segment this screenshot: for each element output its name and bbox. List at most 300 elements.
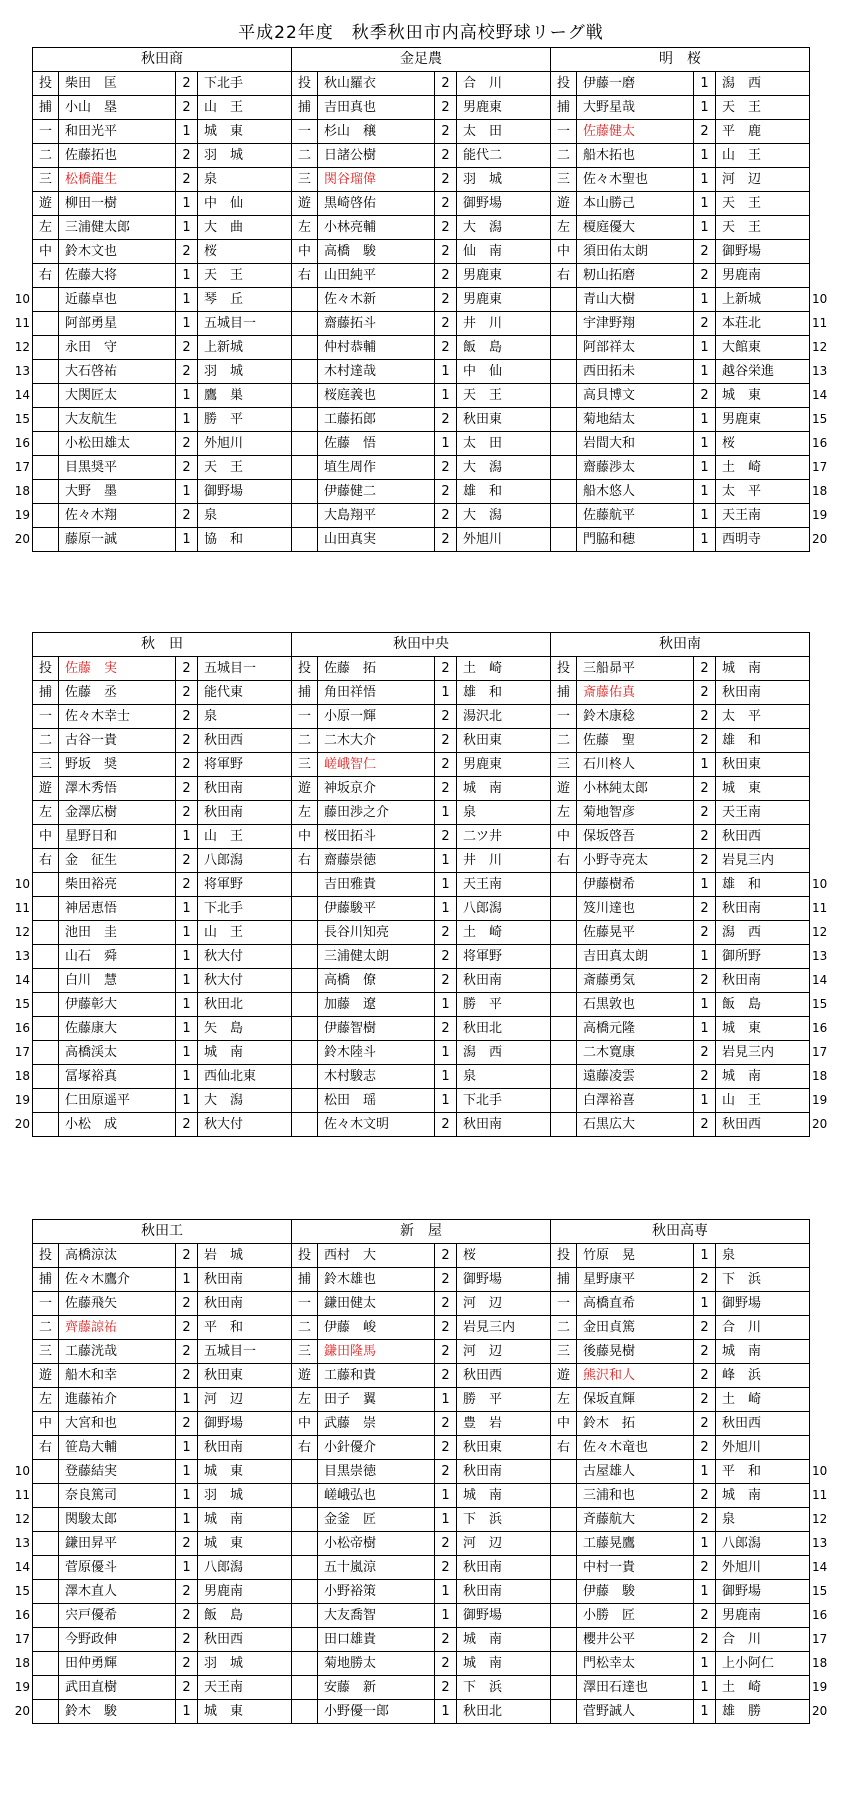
grade-cell: 2 [435, 1364, 457, 1388]
grade-cell: 1 [176, 1556, 198, 1580]
player-name-cell: 伊藤健二 [318, 480, 435, 504]
position-cell: 三 [292, 753, 318, 777]
player-name-cell: 小松 成 [59, 1113, 176, 1137]
table-row [33, 504, 810, 528]
player-name-cell: 安藤 新 [318, 1676, 435, 1700]
position-cell [551, 312, 577, 336]
grade-cell: 1 [435, 897, 457, 921]
middle-school-cell: 天王南 [198, 1676, 292, 1700]
grade-cell: 2 [435, 753, 457, 777]
grade-cell: 2 [176, 1292, 198, 1316]
position-cell: 二 [33, 144, 59, 168]
table-row [33, 1532, 810, 1556]
table-row [33, 168, 810, 192]
grade-cell: 1 [176, 192, 198, 216]
middle-school-cell: 合 川 [716, 1628, 810, 1652]
position-cell [292, 1604, 318, 1628]
middle-school-cell: 男鹿東 [457, 96, 551, 120]
grade-cell: 1 [694, 1580, 716, 1604]
grade-cell: 1 [694, 72, 716, 96]
player-name-cell: 佐藤康大 [59, 1017, 176, 1041]
middle-school-cell: 鷹 巣 [198, 384, 292, 408]
table-row [33, 1316, 810, 1340]
player-name-cell: 斎藤佑真 [577, 681, 694, 705]
table-row [33, 1388, 810, 1412]
player-name-cell: 佐藤 実 [59, 657, 176, 681]
row-number: 19 [812, 508, 828, 522]
player-name-cell: 熊沢和人 [577, 1364, 694, 1388]
middle-school-cell: 秋田西 [716, 1113, 810, 1137]
team-name: 金足農 [292, 48, 551, 72]
grade-cell: 2 [435, 408, 457, 432]
position-cell [33, 1628, 59, 1652]
grade-cell: 1 [176, 480, 198, 504]
player-name-cell: 高橋 僚 [318, 969, 435, 993]
row-number: 18 [14, 484, 30, 498]
player-name-cell: 三浦健太朗 [318, 945, 435, 969]
grade-cell: 2 [435, 240, 457, 264]
player-name-cell: 須田佑太朗 [577, 240, 694, 264]
player-name-cell: 吉田雅貴 [318, 873, 435, 897]
table-row [33, 1041, 810, 1065]
middle-school-cell: 城 南 [716, 1340, 810, 1364]
grade-cell: 2 [176, 801, 198, 825]
player-name-cell: 高貝博文 [577, 384, 694, 408]
team-name: 新 屋 [292, 1220, 551, 1244]
position-cell [551, 945, 577, 969]
grade-cell: 2 [694, 1628, 716, 1652]
row-number: 18 [14, 1656, 30, 1670]
grade-cell: 1 [176, 921, 198, 945]
middle-school-cell: 御野場 [457, 192, 551, 216]
middle-school-cell: 外旭川 [716, 1556, 810, 1580]
row-number: 15 [812, 412, 828, 426]
grade-cell: 2 [435, 729, 457, 753]
player-name-cell: 山田純平 [318, 264, 435, 288]
grade-cell: 1 [435, 1604, 457, 1628]
grade-cell: 1 [694, 1244, 716, 1268]
position-cell [551, 1676, 577, 1700]
position-cell [551, 360, 577, 384]
player-name-cell: 吉田真也 [318, 96, 435, 120]
table-row [33, 528, 810, 552]
position-cell [551, 288, 577, 312]
position-cell: 投 [551, 1244, 577, 1268]
player-name-cell: 西村 大 [318, 1244, 435, 1268]
row-number: 17 [14, 1045, 30, 1059]
row-number: 19 [14, 508, 30, 522]
table-row [33, 240, 810, 264]
position-cell: 左 [292, 801, 318, 825]
player-name-cell: 岩間大和 [577, 432, 694, 456]
table-row [33, 1113, 810, 1137]
position-cell [33, 384, 59, 408]
table-row [33, 1412, 810, 1436]
position-cell: 遊 [292, 777, 318, 801]
position-cell [292, 993, 318, 1017]
middle-school-cell: 湯沢北 [457, 705, 551, 729]
player-name-cell: 永田 守 [59, 336, 176, 360]
player-name-cell: 伊藤 峻 [318, 1316, 435, 1340]
middle-school-cell: 泉 [457, 1065, 551, 1089]
grade-cell: 1 [694, 96, 716, 120]
player-name-cell: 伊藤智樹 [318, 1017, 435, 1041]
position-cell: 遊 [33, 192, 59, 216]
middle-school-cell: 天 王 [716, 216, 810, 240]
player-name-cell: 嵯峨弘也 [318, 1484, 435, 1508]
grade-cell: 2 [176, 777, 198, 801]
player-name-cell: 中村一貴 [577, 1556, 694, 1580]
position-cell [292, 408, 318, 432]
grade-cell: 2 [176, 705, 198, 729]
player-name-cell: 門脇和穂 [577, 528, 694, 552]
grade-cell: 2 [694, 1388, 716, 1412]
middle-school-cell: 秋大付 [198, 945, 292, 969]
grade-cell: 1 [435, 849, 457, 873]
middle-school-cell: 秋大付 [198, 1113, 292, 1137]
middle-school-cell: 御野場 [198, 480, 292, 504]
row-number: 13 [812, 949, 828, 963]
position-cell [292, 1532, 318, 1556]
table-row [33, 705, 810, 729]
grade-cell: 2 [176, 1244, 198, 1268]
grade-cell: 2 [435, 456, 457, 480]
middle-school-cell: 河 辺 [457, 1340, 551, 1364]
player-name-cell: 柳田一樹 [59, 192, 176, 216]
player-name-cell: 佐々木新 [318, 288, 435, 312]
team-name: 秋田工 [33, 1220, 292, 1244]
position-cell [292, 921, 318, 945]
position-cell: 左 [33, 216, 59, 240]
row-number: 18 [812, 1656, 828, 1670]
middle-school-cell: 井 川 [457, 312, 551, 336]
position-cell: 三 [33, 753, 59, 777]
position-cell: 二 [551, 729, 577, 753]
middle-school-cell: 能代東 [198, 681, 292, 705]
position-cell: 遊 [292, 192, 318, 216]
player-name-cell: 二木寛康 [577, 1041, 694, 1065]
player-name-cell: 斉藤航大 [577, 1508, 694, 1532]
grade-cell: 2 [694, 240, 716, 264]
player-name-cell: 西田拓未 [577, 360, 694, 384]
player-name-cell: 二木大介 [318, 729, 435, 753]
position-cell: 右 [33, 1436, 59, 1460]
grade-cell: 2 [694, 969, 716, 993]
grade-cell: 1 [694, 993, 716, 1017]
player-name-cell: 鈴木文也 [59, 240, 176, 264]
grade-cell: 2 [694, 1364, 716, 1388]
middle-school-cell: 男鹿南 [716, 264, 810, 288]
player-name-cell: 鎌田昇平 [59, 1532, 176, 1556]
position-cell: 中 [33, 825, 59, 849]
grade-cell: 2 [435, 288, 457, 312]
grade-cell: 1 [435, 873, 457, 897]
row-number: 11 [812, 316, 828, 330]
grade-cell: 2 [435, 1460, 457, 1484]
middle-school-cell: 城 東 [716, 777, 810, 801]
row-number: 20 [812, 1117, 828, 1131]
team-header-row [33, 1220, 810, 1244]
grade-cell: 2 [176, 753, 198, 777]
grade-cell: 2 [694, 849, 716, 873]
table-row [33, 1652, 810, 1676]
position-cell [551, 1017, 577, 1041]
row-number: 20 [812, 532, 828, 546]
position-cell: 右 [33, 849, 59, 873]
table-row [33, 1676, 810, 1700]
row-number: 15 [812, 1584, 828, 1598]
player-name-cell: 角田祥悟 [318, 681, 435, 705]
grade-cell: 1 [694, 1017, 716, 1041]
position-cell [292, 288, 318, 312]
middle-school-cell: 秋田南 [198, 1268, 292, 1292]
middle-school-cell: 秋田南 [716, 969, 810, 993]
position-cell: 投 [292, 1244, 318, 1268]
player-name-cell: 齋藤崇徳 [318, 849, 435, 873]
grade-cell: 2 [694, 897, 716, 921]
row-number: 13 [14, 949, 30, 963]
position-cell [551, 921, 577, 945]
grade-cell: 1 [435, 360, 457, 384]
player-name-cell: 藤田渉之介 [318, 801, 435, 825]
grade-cell: 1 [694, 1460, 716, 1484]
position-cell: 遊 [551, 1364, 577, 1388]
player-name-cell: 佐藤晃平 [577, 921, 694, 945]
position-cell: 中 [292, 1412, 318, 1436]
table-row [33, 1484, 810, 1508]
middle-school-cell: 羽 城 [457, 168, 551, 192]
table-row [33, 480, 810, 504]
table-row [33, 216, 810, 240]
player-name-cell: 武田直樹 [59, 1676, 176, 1700]
grade-cell: 1 [435, 1484, 457, 1508]
middle-school-cell: 下北手 [457, 1089, 551, 1113]
player-name-cell: 目黒奨平 [59, 456, 176, 480]
middle-school-cell: 泉 [198, 168, 292, 192]
grade-cell: 2 [435, 1292, 457, 1316]
player-name-cell: 齋藤拓斗 [318, 312, 435, 336]
player-name-cell: 古屋雄人 [577, 1460, 694, 1484]
position-cell [551, 993, 577, 1017]
position-cell: 一 [33, 1292, 59, 1316]
middle-school-cell: 男鹿南 [716, 1604, 810, 1628]
player-name-cell: 小松田雄太 [59, 432, 176, 456]
position-cell: 一 [292, 705, 318, 729]
player-name-cell: 近藤卓也 [59, 288, 176, 312]
row-number: 19 [14, 1093, 30, 1107]
position-cell [292, 1089, 318, 1113]
grade-cell: 2 [694, 1268, 716, 1292]
player-name-cell: 藤原一誠 [59, 528, 176, 552]
middle-school-cell: 土 崎 [457, 657, 551, 681]
grade-cell: 1 [694, 408, 716, 432]
middle-school-cell: 潟 西 [457, 1041, 551, 1065]
grade-cell: 2 [694, 1041, 716, 1065]
player-name-cell: 大島翔平 [318, 504, 435, 528]
row-number: 11 [14, 316, 30, 330]
grade-cell: 2 [694, 1484, 716, 1508]
position-cell [551, 1580, 577, 1604]
player-name-cell: 小勝 匠 [577, 1604, 694, 1628]
player-name-cell: 白澤裕喜 [577, 1089, 694, 1113]
position-cell [292, 1676, 318, 1700]
middle-school-cell: 天王南 [457, 873, 551, 897]
middle-school-cell: 城 南 [198, 1508, 292, 1532]
position-cell [551, 1628, 577, 1652]
middle-school-cell: 秋田東 [198, 1364, 292, 1388]
grade-cell: 1 [435, 432, 457, 456]
player-name-cell: 野坂 奨 [59, 753, 176, 777]
table-row [33, 408, 810, 432]
position-cell: 捕 [33, 681, 59, 705]
player-name-cell: 冨塚裕真 [59, 1065, 176, 1089]
grade-cell: 2 [176, 1412, 198, 1436]
middle-school-cell: 羽 城 [198, 1652, 292, 1676]
player-name-cell: 神坂京介 [318, 777, 435, 801]
position-cell: 二 [551, 1316, 577, 1340]
table-row [33, 1556, 810, 1580]
grade-cell: 2 [435, 1532, 457, 1556]
grade-cell: 2 [435, 945, 457, 969]
position-cell: 左 [292, 216, 318, 240]
table-row [33, 1436, 810, 1460]
position-cell: 捕 [551, 96, 577, 120]
player-name-cell: 船木和幸 [59, 1364, 176, 1388]
position-cell: 一 [551, 120, 577, 144]
grade-cell: 2 [176, 96, 198, 120]
position-cell [292, 1628, 318, 1652]
position-cell [292, 1484, 318, 1508]
position-cell [551, 528, 577, 552]
player-name-cell: 関駿太郎 [59, 1508, 176, 1532]
position-cell [551, 1065, 577, 1089]
position-cell [33, 993, 59, 1017]
row-number: 16 [14, 1021, 30, 1035]
row-number: 11 [812, 1488, 828, 1502]
table-row [33, 945, 810, 969]
position-cell: 左 [292, 1388, 318, 1412]
player-name-cell: 星野康平 [577, 1268, 694, 1292]
position-cell [551, 1532, 577, 1556]
player-name-cell: 大石啓祐 [59, 360, 176, 384]
grade-cell: 2 [176, 456, 198, 480]
middle-school-cell: 下北手 [198, 72, 292, 96]
table-row [33, 1460, 810, 1484]
roster-table [32, 1219, 810, 1724]
row-number: 17 [812, 460, 828, 474]
middle-school-cell: 秋田北 [457, 1017, 551, 1041]
middle-school-cell: 秋田南 [198, 1436, 292, 1460]
table-row [33, 873, 810, 897]
row-number: 13 [812, 364, 828, 378]
middle-school-cell: 西仙北東 [198, 1065, 292, 1089]
middle-school-cell: 泉 [198, 504, 292, 528]
grade-cell: 2 [435, 504, 457, 528]
position-cell: 右 [551, 1436, 577, 1460]
position-cell [292, 432, 318, 456]
grade-cell: 1 [435, 1700, 457, 1724]
middle-school-cell: 秋田南 [198, 777, 292, 801]
middle-school-cell: 八郎潟 [198, 849, 292, 873]
grade-cell: 1 [694, 192, 716, 216]
player-name-cell: 三浦和也 [577, 1484, 694, 1508]
middle-school-cell: 越谷栄進 [716, 360, 810, 384]
grade-cell: 2 [694, 705, 716, 729]
player-name-cell: 高橋渓太 [59, 1041, 176, 1065]
grade-cell: 1 [176, 825, 198, 849]
grade-cell: 1 [435, 1065, 457, 1089]
grade-cell: 1 [435, 993, 457, 1017]
middle-school-cell: 八郎潟 [198, 1556, 292, 1580]
middle-school-cell: 岩見三内 [716, 1041, 810, 1065]
player-name-cell: 笹島大輔 [59, 1436, 176, 1460]
row-number: 15 [14, 997, 30, 1011]
player-name-cell: 三船昴平 [577, 657, 694, 681]
position-cell: 捕 [33, 1268, 59, 1292]
middle-school-cell: 飯 島 [716, 993, 810, 1017]
grade-cell: 2 [694, 1316, 716, 1340]
player-name-cell: 佐々木幸士 [59, 705, 176, 729]
player-name-cell: 目黒崇徳 [318, 1460, 435, 1484]
middle-school-cell: 桜 [457, 1244, 551, 1268]
middle-school-cell: 御野場 [198, 1412, 292, 1436]
grade-cell: 2 [435, 120, 457, 144]
grade-cell: 2 [176, 1316, 198, 1340]
middle-school-cell: 城 南 [716, 657, 810, 681]
middle-school-cell: 男鹿東 [457, 264, 551, 288]
player-name-cell: 杉山 穣 [318, 120, 435, 144]
row-number: 16 [812, 1021, 828, 1035]
grade-cell: 1 [176, 1700, 198, 1724]
player-name-cell: 埴生周作 [318, 456, 435, 480]
middle-school-cell: 秋田南 [716, 681, 810, 705]
player-name-cell: 小野寺亮太 [577, 849, 694, 873]
position-cell: 一 [551, 1292, 577, 1316]
position-cell [292, 897, 318, 921]
position-cell: 左 [551, 801, 577, 825]
row-number: 17 [14, 460, 30, 474]
position-cell: 三 [551, 1340, 577, 1364]
grade-cell: 1 [176, 1460, 198, 1484]
middle-school-cell: 御野場 [457, 1268, 551, 1292]
middle-school-cell: 下 浜 [457, 1508, 551, 1532]
grade-cell: 1 [435, 1508, 457, 1532]
table-row [33, 825, 810, 849]
grade-cell: 1 [176, 1508, 198, 1532]
position-cell: 左 [551, 1388, 577, 1412]
middle-school-cell: 山 王 [716, 144, 810, 168]
grade-cell: 2 [694, 312, 716, 336]
position-cell: 左 [551, 216, 577, 240]
row-number: 13 [812, 1536, 828, 1550]
middle-school-cell: 将軍野 [198, 753, 292, 777]
team-header-row [33, 48, 810, 72]
player-name-cell: 嵯峨智仁 [318, 753, 435, 777]
middle-school-cell: 秋田東 [457, 1436, 551, 1460]
grade-cell: 2 [176, 657, 198, 681]
position-cell: 右 [33, 264, 59, 288]
grade-cell: 1 [694, 945, 716, 969]
position-cell [292, 1556, 318, 1580]
position-cell: 右 [551, 264, 577, 288]
position-cell [551, 480, 577, 504]
middle-school-cell: 羽 城 [198, 144, 292, 168]
grade-cell: 1 [176, 216, 198, 240]
grade-cell: 2 [176, 1364, 198, 1388]
position-cell: 投 [551, 72, 577, 96]
grade-cell: 2 [694, 1113, 716, 1137]
position-cell [33, 969, 59, 993]
